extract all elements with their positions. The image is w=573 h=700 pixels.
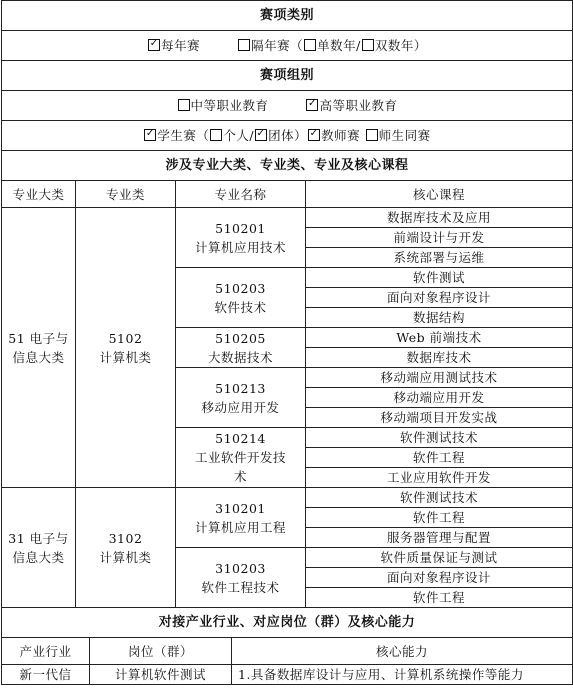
major-class-cell: 5102 计算机类 [76,208,176,488]
higher-vocational-label: 高等职业教育 [319,98,398,113]
course-cell: 软件测试技术 [306,428,573,448]
annual-label: 每年赛 [161,38,201,53]
event-type-title: 赛项类别 [2,1,573,31]
student-label: 学生赛（ [157,128,210,143]
course-cell: 数据结构 [306,308,573,328]
odd-year-label: 单数年/ [317,38,361,53]
course-cell: 面向对象程序设计 [306,568,573,588]
student-checkbox[interactable] [144,129,156,141]
course-cell: 软件工程 [306,508,573,528]
teacher-label: 教师赛 [321,128,361,143]
major-name-cell: 510203 软件技术 [176,268,306,328]
course-cell: 系统部署与运维 [306,248,573,268]
even-year-checkbox[interactable] [362,39,374,51]
education-level-options [2,91,573,121]
major-name-cell: 310201 计算机应用工程 [176,488,306,548]
course-cell: 软件质量保证与测试 [306,548,573,568]
course-cell: 前端设计与开发 [306,228,573,248]
secondary-vocational-checkbox[interactable] [178,99,190,111]
participant-options [2,121,573,151]
teacher-student-checkbox[interactable] [366,129,378,141]
major-name-cell: 510201 计算机应用技术 [176,208,306,268]
course-cell: 软件测试技术 [306,488,573,508]
course-cell: 移动端应用开发 [306,388,573,408]
major-name-cell: 510213 移动应用开发 [176,368,306,428]
teacher-checkbox[interactable] [308,129,320,141]
industry-title: 对接产业行业、对应岗位（群）及核心能力 [2,608,573,638]
group-title: 赛项组别 [2,61,573,91]
course-cell: 移动端应用测试技术 [306,368,573,388]
course-cell: 移动端项目开发实战 [306,408,573,428]
course-cell: 软件工程 [306,588,573,608]
major-name-cell: 510205 大数据技术 [176,328,306,368]
industry-table [1,637,573,685]
header-core-ability: 核心能力 [232,638,573,665]
header-major-class: 专业类 [76,181,176,208]
event-type-options [2,31,573,61]
competition-info-document [1,0,572,700]
secondary-vocational-label: 中等职业教育 [190,98,269,113]
major-category-cell: 51 电子与 信息大类 [2,208,76,488]
course-cell: 数据库技术 [306,348,573,368]
major-name-cell: 310203 软件工程技术 [176,548,306,608]
biennial-checkbox[interactable] [238,39,250,51]
major-name-cell: 510214 工业软件开发技 术 [176,428,306,488]
course-cell: 工业应用软件开发 [306,468,573,488]
course-cell: 面向对象程序设计 [306,288,573,308]
odd-year-checkbox[interactable] [304,39,316,51]
header-position: 岗位（群） [90,638,232,665]
competition-table [1,0,573,638]
higher-vocational-checkbox[interactable] [306,99,318,111]
team-checkbox[interactable] [255,129,267,141]
individual-label: 个人/ [223,128,255,143]
course-cell: Web 前端技术 [306,328,573,348]
position-cell: 计算机软件测试 [90,665,232,685]
header-major-name: 专业名称 [176,181,306,208]
course-cell: 软件工程 [306,448,573,468]
individual-checkbox[interactable] [210,129,222,141]
header-major-category: 专业大类 [2,181,76,208]
team-label: 团体） [268,128,308,143]
industry-cell: 新一代信 [2,665,90,685]
header-core-courses: 核心课程 [306,181,573,208]
annual-checkbox[interactable] [148,39,160,51]
teacher-student-label: 师生同赛 [378,128,431,143]
even-year-label: 双数年） [374,38,427,53]
major-category-cell: 31 电子与 信息大类 [2,488,76,608]
header-industry: 产业行业 [2,638,90,665]
course-cell: 数据库技术及应用 [306,208,573,228]
major-class-cell: 3102 计算机类 [76,488,176,608]
course-cell: 软件测试 [306,268,573,288]
ability-cell: 1.具备数据库设计与应用、计算机系统操作等能力 [232,665,573,685]
majors-title: 涉及专业大类、专业类、专业及核心课程 [2,151,573,181]
biennial-label: 隔年赛（ [251,38,304,53]
course-cell: 服务器管理与配置 [306,528,573,548]
